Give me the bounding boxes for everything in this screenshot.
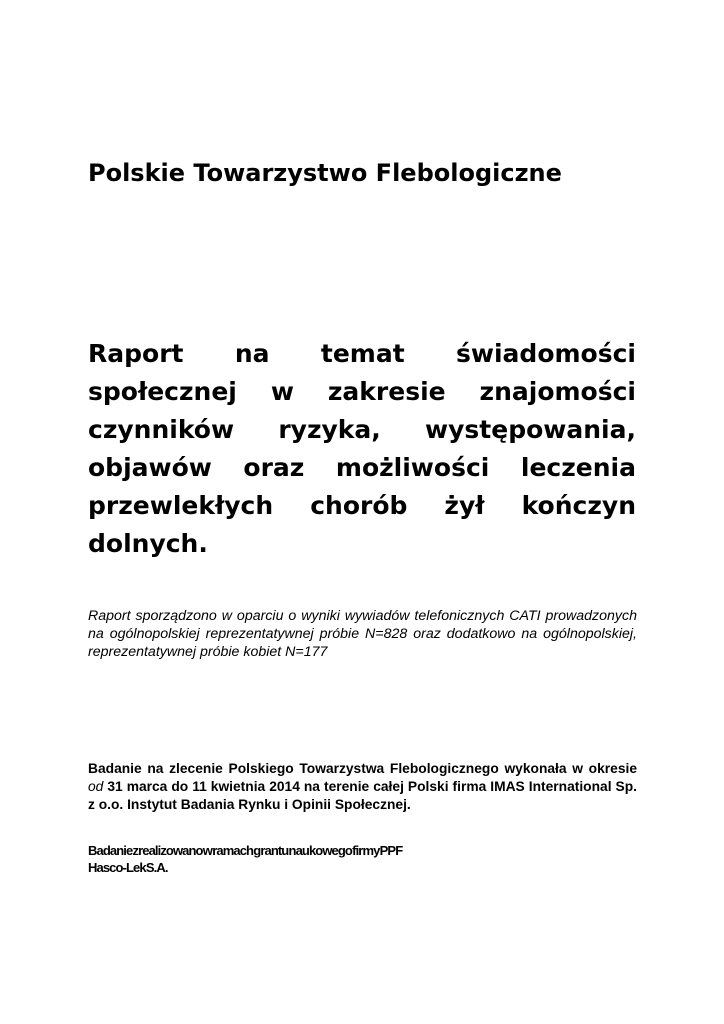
grant-line-2: Hasco-Lek S.A. — [88, 860, 168, 875]
organization-title: Polskie Towarzystwo Flebologiczne — [88, 159, 562, 187]
methodology-note: Raport sporządzono w oparciu o wyniki wywiadów telefonicznych CATI prowadzonych na ogólnopolskiej reprezentatywnej próbie N=828 oraz dodatkowo na ogólnopolskiej, reprezentatywnej próbie kobiet N=177 — [88, 608, 637, 660]
report-title: Raport na temat świadomości społecznej w zakresie znajomości czynników ryzyka, występowania, objawów oraz możliwości leczenia przewlekłych chorób żył kończyn dolnych. — [88, 339, 636, 558]
commission-statement — [88, 760, 637, 814]
grant-statement — [88, 842, 548, 876]
grant-line-1: Badanie zrealizowano w ramach grantu naukowego firmy PPF — [88, 843, 403, 858]
commission-text-start: Badanie na zlecenie Polskiego Towarzystwa Flebologicznego wykonała w okresie — [88, 761, 637, 776]
commission-italic-word: od — [88, 779, 104, 794]
commission-text-end: 31 marca do 11 kwietnia 2014 na terenie całej Polski firma IMAS International Sp. z o.o. Instytut Badania Rynku i Opinii Społecznej. — [88, 779, 637, 812]
